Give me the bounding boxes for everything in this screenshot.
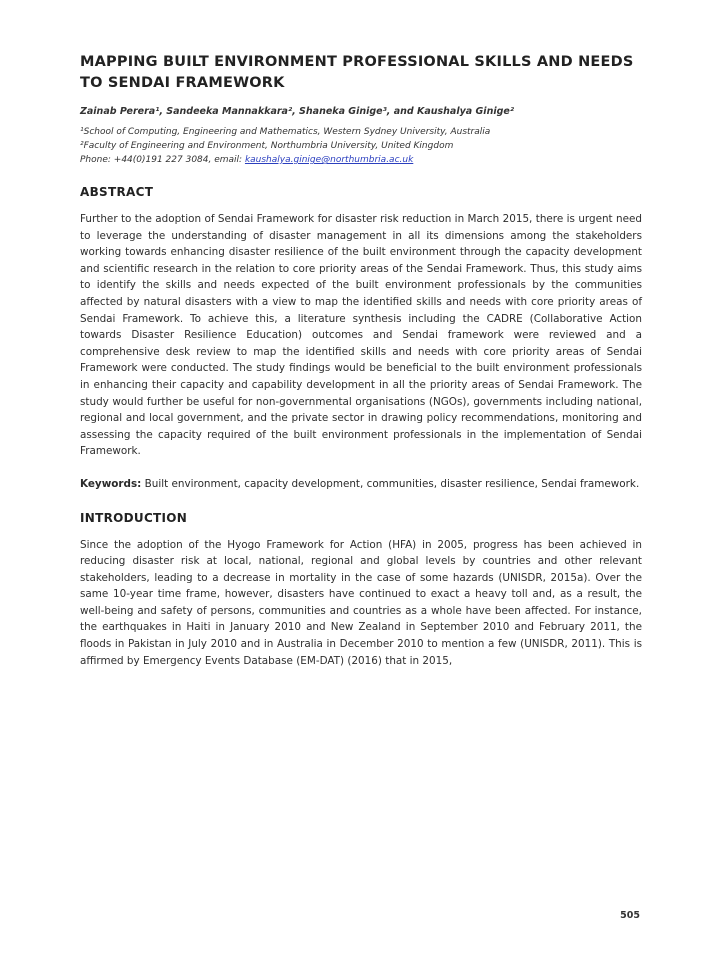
- abstract-text: Further to the adoption of Sendai Framework for disaster risk reduction in March 2015, there is urgent need to leverage the understanding of disaster management in all its dimensions among the stakeholders working towards enhancing disaster resilience of the built environment through the capacity development and scientific research in the relation to core priority areas of the Sendai Framework. Thus, this study aims to identify the skills and needs expected of the built environment professionals by the communities affected by natural disasters with a view to map the identified skills and needs with core priority areas of Sendai Framework. To achieve this, a literature synthesis including the CADRE (Collaborative Action towards Disaster Resilience Education) outcomes and Sendai framework were reviewed and a comprehensive desk review to map the identified skills and needs with core priority areas of Sendai Framework were conducted. The study findings would be beneficial to the built environment professionals in enhancing their capacity and capability development in all the priority areas of Sendai Framework. The study would further be useful for non-governmental organisations (NGOs), governments including national, regional and local government, and the private sector in drawing policy recommendations, monitoring and assessing the capacity required of the built environment professionals in the implementation of Sendai Framework.: [80, 213, 642, 458]
- contact-prefix: Phone: +44(0)191 227 3084, email:: [80, 155, 245, 165]
- paper-page: [80, 52, 642, 685]
- email-link[interactable]: kaushalya.ginige@northumbria.ac.uk: [244, 155, 414, 165]
- affiliation-1: ¹School of Computing, Engineering and Mathematics, Western Sydney University, Australia: [80, 127, 491, 137]
- introduction-heading: INTRODUCTION: [80, 510, 188, 525]
- keywords-line: [80, 476, 642, 493]
- abstract-heading: ABSTRACT: [80, 185, 154, 199]
- page-number: 505: [620, 910, 640, 921]
- author-list: Zainab Perera¹, Sandeeka Mannakkara², Shaneka Ginige³, and Kaushalya Ginige²: [80, 106, 514, 117]
- contact-line: [80, 153, 642, 167]
- paper-title: MAPPING BUILT ENVIRONMENT PROFESSIONAL SKILLS AND NEEDS TO SENDAI FRAMEWORK: [80, 54, 634, 91]
- keywords-label: Keywords:: [80, 477, 142, 490]
- keywords-text: Built environment, capacity development, communities, disaster resilience, Sendai framework.: [141, 477, 640, 490]
- affiliation-2: ²Faculty of Engineering and Environment, Northumbria University, United Kingdom: [80, 141, 454, 151]
- introduction-text: Since the adoption of the Hyogo Framework for Action (HFA) in 2005, progress has been achieved in reducing disaster risk at local, national, regional and global levels by countries and other relevant stakeholders, leading to a decrease in mortality in the case of some hazards (UNISDR, 2015a). Over the same 10-year time frame, however, disasters have continued to exact a heavy toll and, as a result, the well-being and safety of persons, communities and countries as a whole have been affected. For instance, the earthquakes in Haiti in January 2010 and New Zealand in September 2010 and February 2011, the floods in Pakistan in July 2010 and in Australia in December 2010 to mention a few (UNISDR, 2011). This is affirmed by Emergency Events Database (EM-DAT) (2016) that in 2015,: [80, 538, 642, 667]
